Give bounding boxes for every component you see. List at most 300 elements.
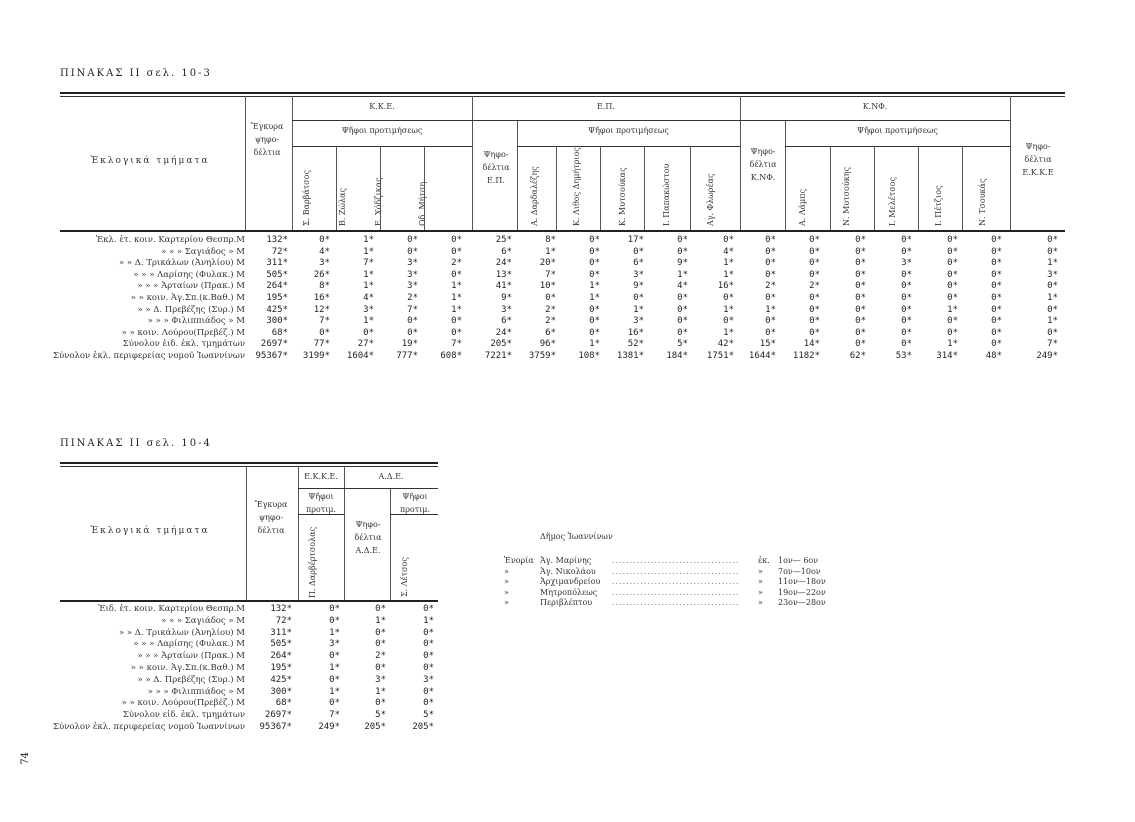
- table1-cell: 7*: [451, 339, 462, 350]
- table2-row-label: » » Δ. Τρικάλων (Ἀνηλίου) Μ: [118, 627, 245, 638]
- table1-cell: 17*: [627, 235, 644, 245]
- table1-candidate-header: Οδ. Μήτση: [418, 181, 427, 226]
- table1-row-label: » » » Ἀρταίων (Πρακ.) Μ: [137, 281, 245, 292]
- table1-cell: 0*: [991, 235, 1002, 245]
- municipality-prefix: »: [504, 587, 509, 597]
- table1-cell: 0*: [765, 258, 776, 269]
- table1-cell: 0*: [633, 293, 644, 303]
- table2-cell: 68*: [275, 698, 292, 709]
- table1-row-label: » » » Φιλιππιάδος » Μ: [147, 316, 245, 327]
- table1-candidate-header: Αγ. Φλωρέας: [706, 173, 715, 226]
- table1-cell: 184*: [666, 351, 688, 361]
- table1-cell: 108*: [578, 351, 600, 361]
- table1-cell: 1*: [451, 293, 462, 303]
- table2-cell: 0*: [329, 615, 340, 626]
- table1-cell: 0*: [901, 304, 912, 315]
- table1-cell: 0*: [901, 293, 912, 303]
- table2-cell: 1*: [329, 663, 340, 673]
- table2-row-label: » » Δ. Πρεβέζης (Συρ.) Μ: [137, 674, 245, 685]
- table1-cell: 1*: [589, 293, 600, 303]
- table1-cell: 0*: [855, 235, 866, 245]
- table1-cell: 96*: [539, 339, 556, 350]
- municipality-prefix: »: [504, 598, 509, 607]
- table1-cell: 1*: [723, 327, 734, 338]
- table1-cell: 9*: [501, 293, 512, 303]
- table2-ballot-ade: Ψηφο-δέλτια Α.Δ.Ε.: [354, 520, 382, 555]
- table1-cell: 0*: [1047, 246, 1058, 257]
- table2-cell: 5*: [423, 710, 434, 721]
- table1-cell: 0*: [589, 316, 600, 327]
- table1-cell: 4*: [677, 281, 688, 292]
- table2-row-label: » » κοιν. Ἁγ.Σπ.(κ.Βαθ.) Μ: [130, 663, 245, 673]
- table1-row-label: Σύνολον ἐιδ. ἐκλ. τμημάτων: [122, 339, 245, 350]
- table1-cell: 0*: [991, 281, 1002, 292]
- table1-cell: 0*: [947, 281, 958, 292]
- table1-cell: 3*: [633, 316, 644, 327]
- table1-section-header: Ἐκλογικά τμήματα: [90, 156, 210, 166]
- table1-cell: 1*: [589, 281, 600, 292]
- table1-cell: 25*: [495, 235, 512, 245]
- table1-cell: 1*: [545, 246, 556, 257]
- table2-cell: 2*: [375, 651, 386, 662]
- table1-cell: 0*: [855, 269, 866, 280]
- table1-cell: 1*: [451, 304, 462, 315]
- table1-cell: 777*: [396, 351, 418, 361]
- table1-cell: 3*: [407, 269, 418, 280]
- table2-cell: 425*: [270, 674, 292, 685]
- table1-cell: 0*: [677, 304, 688, 315]
- table1-cell: 3*: [1047, 269, 1058, 280]
- municipality-parish: Περιβλέπτου: [540, 598, 593, 607]
- table1-party-kke: Κ.Κ.Ε.: [369, 102, 395, 111]
- table1-candidate-header: Β. Ζώλας: [338, 188, 347, 226]
- table1-cell: 0*: [765, 246, 776, 257]
- table1-cell: 0*: [947, 235, 958, 245]
- table1-cell: 4*: [723, 246, 734, 257]
- table1-cell: 1381*: [616, 351, 644, 361]
- table1-cell: 0*: [451, 327, 462, 338]
- municipality-prefix: »: [504, 566, 509, 576]
- table1-ballot-kke: Ψηφο-δέλτια Ε.Κ.Κ.Ε: [1022, 142, 1054, 177]
- table1-candidate-header: Κ. Μυτσούκας: [618, 167, 627, 226]
- table1-candidate-header: Ν. Μυτσούκης: [842, 167, 851, 226]
- table2-party-ade: Α.Δ.Ε.: [378, 472, 404, 481]
- table1-cell: 7*: [545, 269, 556, 280]
- table1-cell: 15*: [759, 339, 776, 350]
- table1-cell: 27*: [357, 339, 374, 350]
- table2-row-label: Σύνολον ἐκλ. περιφερείας νομοῦ Ἰωαννίνων: [53, 722, 245, 732]
- table1-cell: 0*: [545, 293, 556, 303]
- table1-cell: 53*: [895, 351, 912, 361]
- table1-cell: 0*: [407, 316, 418, 327]
- table1-cell: 0*: [677, 235, 688, 245]
- table1-cell: 0*: [809, 235, 820, 245]
- table1-cell: 0*: [901, 339, 912, 350]
- table1-cell: 3*: [407, 281, 418, 292]
- table1-cell: 0*: [901, 269, 912, 280]
- table1-cell: 0*: [947, 316, 958, 327]
- table1-cell: 0*: [407, 246, 418, 257]
- table2-row-label: » » » Σαγιάδος » Μ: [161, 615, 245, 626]
- table1-cell: 1*: [363, 269, 374, 280]
- table1-cell: 77*: [313, 339, 330, 350]
- table1-cell: 7*: [1047, 339, 1058, 350]
- table1-cell: 0*: [991, 339, 1002, 350]
- table1-row-label: » » κοιν. Λούρου(Πρεβέζ.) Μ: [121, 327, 245, 338]
- table1-cell: 1*: [723, 258, 734, 269]
- table2-candidate-header: Σ. Λέτσος: [400, 557, 409, 597]
- table1-cell: 0*: [723, 316, 734, 327]
- table1-cell: 0*: [991, 316, 1002, 327]
- table1-cell: 0*: [991, 304, 1002, 315]
- table1-cell: 0*: [1047, 235, 1058, 245]
- table1-row-label: » » » Λαρίσης (Φυλακ.) Μ: [133, 269, 245, 280]
- table1-title: ΠΙΝΑΚΑΣ II σελ. 10-3: [60, 68, 212, 79]
- municipality-prefix: Ἐνορία: [504, 556, 534, 565]
- table1-party-ep: Ε.Π.: [597, 102, 615, 111]
- table1-cell: 0*: [991, 258, 1002, 269]
- table1-cell: 1*: [1047, 316, 1058, 327]
- table1-cell: 3199*: [302, 351, 330, 361]
- municipality-title: Δῆμος Ἰωαννίνων: [540, 532, 613, 541]
- table1-cell: 0*: [589, 258, 600, 269]
- table1-cell: 0*: [677, 246, 688, 257]
- table1-cell: 311*: [266, 258, 288, 269]
- table1-cell: 7221*: [484, 351, 512, 361]
- table2-cell: 1*: [375, 686, 386, 697]
- table1-cell: 0*: [809, 316, 820, 327]
- table1-cell: 0*: [451, 269, 462, 280]
- table2-cell: 300*: [270, 686, 292, 697]
- table1-cell: 0*: [901, 235, 912, 245]
- table1-cell: 42*: [717, 339, 734, 350]
- municipality-abbr: ἐκ.: [758, 556, 770, 565]
- table2-cell: 0*: [329, 604, 340, 614]
- table1-cell: 14*: [803, 339, 820, 350]
- table1-row-label: Ἐκλ. ἐτ. κοιν. Καρτερίου Θεσπρ.Μ: [95, 235, 245, 245]
- table2-cell: 95367*: [259, 722, 292, 732]
- table2-cell: 1*: [423, 615, 434, 626]
- table1-cell: 3*: [319, 258, 330, 269]
- municipality-leader: ....................................: [612, 598, 740, 607]
- table1-cell: 0*: [363, 327, 374, 338]
- table1-cell: 3*: [363, 304, 374, 315]
- table2-cell: 264*: [270, 651, 292, 662]
- table2-cell: 0*: [329, 674, 340, 685]
- table1-cell: 0*: [901, 281, 912, 292]
- municipality-abbr: »: [758, 577, 763, 586]
- table1-candidate-header: Κ. Λιθος Δημήτριος: [572, 147, 581, 226]
- municipality-parish: Μητροπόλεως: [540, 587, 598, 597]
- table1-cell: 9*: [677, 258, 688, 269]
- municipality-range: 11ον—18ον: [778, 577, 826, 586]
- municipality-leader: ....................................: [612, 577, 740, 586]
- table1-cell: 2*: [809, 281, 820, 292]
- table1-cell: 6*: [501, 316, 512, 327]
- table1-cell: 195*: [266, 293, 288, 303]
- table1-cell: 249*: [1036, 351, 1058, 361]
- table1-row-label: Σύνολον ἐκλ. περιφερείας νομοῦ Ἰωαννίνων: [53, 351, 245, 361]
- table1-cell: 0*: [855, 327, 866, 338]
- table1-pref-knf: Ψῆφοι προτιμήσεως: [857, 126, 938, 135]
- table1-candidate-header: Ι. Πέτζιος: [934, 185, 943, 226]
- table1-cell: 608*: [440, 351, 462, 361]
- table1-cell: 95367*: [255, 351, 288, 361]
- table1-cell: 0*: [765, 293, 776, 303]
- table1-cell: 3*: [901, 258, 912, 269]
- table1-cell: 3759*: [528, 351, 556, 361]
- table1-cell: 72*: [271, 246, 288, 257]
- table1-cell: 16*: [313, 293, 330, 303]
- table1-cell: 0*: [901, 327, 912, 338]
- table1-cell: 0*: [901, 246, 912, 257]
- table2-cell: 132*: [270, 604, 292, 614]
- table1-row-label: » » κοιν. Ἁγ.Σπ.(κ.Βαθ.) Μ: [130, 293, 245, 303]
- table1-cell: 1182*: [792, 351, 820, 361]
- table1-cell: 2*: [451, 258, 462, 269]
- table1-cell: 0*: [855, 258, 866, 269]
- table1-cell: 41*: [495, 281, 512, 292]
- table1-ballot-ep: Ψηφο-δέλτια Ε.Π.: [482, 150, 510, 185]
- table1-cell: 0*: [855, 339, 866, 350]
- table2-row-label: » » » Φιλιππιάδος » Μ: [147, 686, 245, 697]
- table1-cell: 1604*: [346, 351, 374, 361]
- table2-cell: 3*: [375, 674, 386, 685]
- table1-cell: 1751*: [706, 351, 734, 361]
- table1-cell: 0*: [809, 304, 820, 315]
- table2-cell: 7*: [329, 710, 340, 721]
- table1-cell: 1*: [947, 339, 958, 350]
- table1-cell: 0*: [947, 258, 958, 269]
- table1-cell: 7*: [407, 304, 418, 315]
- table1-cell: 1*: [723, 304, 734, 315]
- table1-row-label: » » » Σαγιάδος » Μ: [161, 246, 245, 257]
- table1-cell: 0*: [947, 269, 958, 280]
- table2-row-label: Ἐιδ. ἐτ. κοιν. Καρτερίου Θεσπρ.Μ: [98, 604, 245, 614]
- table2-valid-header: Ἔγκυρα ψηφο-δέλτια: [254, 500, 288, 535]
- table1-cell: 0*: [589, 235, 600, 245]
- table1-cell: 68*: [271, 327, 288, 338]
- table1-cell: 0*: [855, 246, 866, 257]
- table1-cell: 2*: [765, 281, 776, 292]
- table2-cell: 3*: [423, 674, 434, 685]
- table1-cell: 10*: [539, 281, 556, 292]
- table1-candidate-header: Α. Λάμπς: [798, 189, 807, 226]
- table1-cell: 0*: [723, 235, 734, 245]
- table1-cell: 505*: [266, 269, 288, 280]
- table1-cell: 0*: [901, 316, 912, 327]
- table1-cell: 0*: [765, 235, 776, 245]
- table1-cell: 0*: [407, 235, 418, 245]
- table1-pref-kke: Ψῆφοι προτιμήσεως: [341, 126, 423, 135]
- table1-cell: 3*: [633, 269, 644, 280]
- table2-cell: 0*: [423, 639, 434, 650]
- table1-cell: 0*: [809, 327, 820, 338]
- table2-party-ekke: Ε.Κ.Κ.Ε.: [304, 472, 338, 481]
- table1-cell: 20*: [539, 258, 556, 269]
- table2-cell: 1*: [329, 627, 340, 638]
- table2-cell: 0*: [375, 604, 386, 614]
- table2-cell: 195*: [270, 663, 292, 673]
- table2-pref-ekke: Ψῆφοι προτιμ.: [305, 492, 337, 514]
- table1-valid-header: Ἔγκυρα ψηφο-δέλτια: [250, 122, 284, 157]
- municipality-leader: ....................................: [612, 587, 740, 597]
- table2-cell: 2697*: [264, 710, 292, 721]
- table1-candidate-header: Ν. Τσουκάς: [978, 178, 987, 226]
- table1-candidate-header: Ε. Χόδζικας: [374, 177, 383, 226]
- table1-cell: 0*: [765, 327, 776, 338]
- table1-cell: 300*: [266, 316, 288, 327]
- table1-cell: 0*: [855, 304, 866, 315]
- table1-cell: 0*: [1047, 281, 1058, 292]
- table1-cell: 2*: [407, 293, 418, 303]
- table1-cell: 5*: [677, 339, 688, 350]
- table2-cell: 0*: [375, 663, 386, 673]
- table1-cell: 0*: [809, 269, 820, 280]
- table1-cell: 0*: [1047, 327, 1058, 338]
- table1-cell: 1*: [363, 281, 374, 292]
- table1-party-knf: Κ.ΝΦ.: [862, 102, 888, 111]
- table2-cell: 1*: [375, 615, 386, 626]
- table1-cell: 1*: [451, 281, 462, 292]
- municipality-parish: Ἁγ. Μαρίνης: [540, 556, 592, 565]
- table1-cell: 1*: [589, 339, 600, 350]
- table1-row-label: » » Δ. Τρικάλων (Ἀνηλίου) Μ: [118, 258, 245, 269]
- table1-cell: 1*: [723, 269, 734, 280]
- table1-cell: 2*: [545, 304, 556, 315]
- table1-cell: 0*: [723, 293, 734, 303]
- table2-cell: 205*: [364, 722, 386, 732]
- table1-cell: 6*: [501, 246, 512, 257]
- table2-cell: 0*: [375, 639, 386, 650]
- table1-cell: 4*: [319, 246, 330, 257]
- table1-cell: 19*: [401, 339, 418, 350]
- table1-cell: 12*: [313, 304, 330, 315]
- table1-cell: 0*: [451, 235, 462, 245]
- table1-cell: 3*: [407, 258, 418, 269]
- table1-cell: 2697*: [260, 339, 288, 350]
- table1-cell: 1*: [1047, 258, 1058, 269]
- table2-row-label: » » » Ἀρταίων (Πρακ.) Μ: [137, 651, 245, 662]
- table1-ballot-knf: Ψηφο-δέλτια Κ.ΝΦ.: [749, 147, 777, 182]
- table1-cell: 0*: [1047, 304, 1058, 315]
- table2-cell: 0*: [329, 698, 340, 709]
- table1-cell: 0*: [319, 327, 330, 338]
- table2-cell: 311*: [270, 627, 292, 638]
- table2-cell: 249*: [318, 722, 340, 732]
- table1-cell: 1*: [947, 304, 958, 315]
- table1-cell: 0*: [855, 281, 866, 292]
- municipality-abbr: »: [758, 587, 763, 597]
- table2-cell: 0*: [329, 651, 340, 662]
- table1-cell: 0*: [809, 293, 820, 303]
- municipality-abbr: »: [758, 598, 763, 607]
- table1-cell: 3*: [501, 304, 512, 315]
- table2-cell: 0*: [423, 651, 434, 662]
- table1-cell: 0*: [677, 316, 688, 327]
- table1-cell: 8*: [319, 281, 330, 292]
- table1-cell: 1*: [363, 246, 374, 257]
- table2-cell: 0*: [423, 627, 434, 638]
- table1-cell: 13*: [495, 269, 512, 280]
- table2-cell: 0*: [375, 627, 386, 638]
- table1-cell: 0*: [947, 327, 958, 338]
- table1-cell: 314*: [936, 351, 958, 361]
- table2-pref-ade: Ψῆφοι προτιμ.: [399, 492, 431, 514]
- municipality-range: 1ον— 6ον: [778, 556, 819, 565]
- table1-cell: 0*: [855, 316, 866, 327]
- table2-title: ΠΙΝΑΚΑΣ II σελ. 10-4: [60, 438, 212, 449]
- table2-cell: 0*: [423, 686, 434, 697]
- table1-cell: 1*: [765, 304, 776, 315]
- table2-cell: 205*: [412, 722, 434, 732]
- table1-cell: 16*: [717, 281, 734, 292]
- table1-cell: 425*: [266, 304, 288, 315]
- table1-cell: 62*: [849, 351, 866, 361]
- table1-cell: 0*: [809, 246, 820, 257]
- municipality-leader: ....................................: [612, 556, 740, 565]
- municipality-prefix: »: [504, 577, 509, 586]
- table1-cell: 0*: [855, 293, 866, 303]
- table1-cell: 0*: [947, 293, 958, 303]
- table1-cell: 0*: [589, 269, 600, 280]
- municipality-parish: Ἀρχιμανδρείου: [540, 577, 601, 586]
- municipality-range: 19ον—22ον: [778, 587, 826, 597]
- table1-row-label: » » Δ. Πρεβέζης (Συρ.) Μ: [137, 304, 245, 315]
- table1-candidate-header: Ι. Παπακώστου: [662, 163, 671, 226]
- table1-cell: 16*: [627, 327, 644, 338]
- table1-pref-ep: Ψῆφοι προτιμήσεως: [588, 126, 669, 135]
- table2-cell: 3*: [329, 639, 340, 650]
- table1-cell: 0*: [633, 246, 644, 257]
- table1-cell: 1644*: [748, 351, 776, 361]
- table1-cell: 0*: [809, 258, 820, 269]
- table1-cell: 0*: [407, 327, 418, 338]
- table2-cell: 0*: [423, 663, 434, 673]
- table2-cell: 0*: [375, 698, 386, 709]
- table1-cell: 0*: [589, 304, 600, 315]
- table1-cell: 9*: [633, 281, 644, 292]
- table1-cell: 264*: [266, 281, 288, 292]
- table2-candidate-header: Π. Δαρβέρτσολας: [308, 526, 317, 598]
- table2-section-header: Ἐκλογικά τμήματα: [90, 526, 210, 536]
- table2-cell: 0*: [423, 604, 434, 614]
- table1-cell: 26*: [313, 269, 330, 280]
- table1-cell: 1*: [1047, 293, 1058, 303]
- municipality-range: 23ον—28ον: [778, 598, 826, 607]
- municipality-parish: Ἁγ. Νικολάου: [540, 566, 596, 576]
- table1-cell: 6*: [633, 258, 644, 269]
- table1-cell: 1*: [633, 304, 644, 315]
- table1-cell: 0*: [991, 269, 1002, 280]
- table1-cell: 2*: [545, 316, 556, 327]
- table1-cell: 0*: [947, 246, 958, 257]
- municipality-leader: ....................................: [612, 566, 740, 576]
- table1-cell: 8*: [545, 235, 556, 245]
- table1-cell: 6*: [545, 327, 556, 338]
- table1-candidate-header: Α. Δαρδαλέζης: [530, 166, 539, 226]
- table1-cell: 0*: [765, 269, 776, 280]
- table1-cell: 1*: [677, 269, 688, 280]
- table2-cell: 0*: [423, 698, 434, 709]
- municipality-range: 7ον—10ον: [778, 566, 821, 576]
- table1-cell: 1*: [363, 235, 374, 245]
- table1-cell: 0*: [991, 246, 1002, 257]
- table1-cell: 0*: [589, 327, 600, 338]
- table1-cell: 0*: [451, 246, 462, 257]
- table1-candidate-header: Σ. Βαρβάτσος: [302, 170, 311, 226]
- table1-cell: 52*: [627, 339, 644, 350]
